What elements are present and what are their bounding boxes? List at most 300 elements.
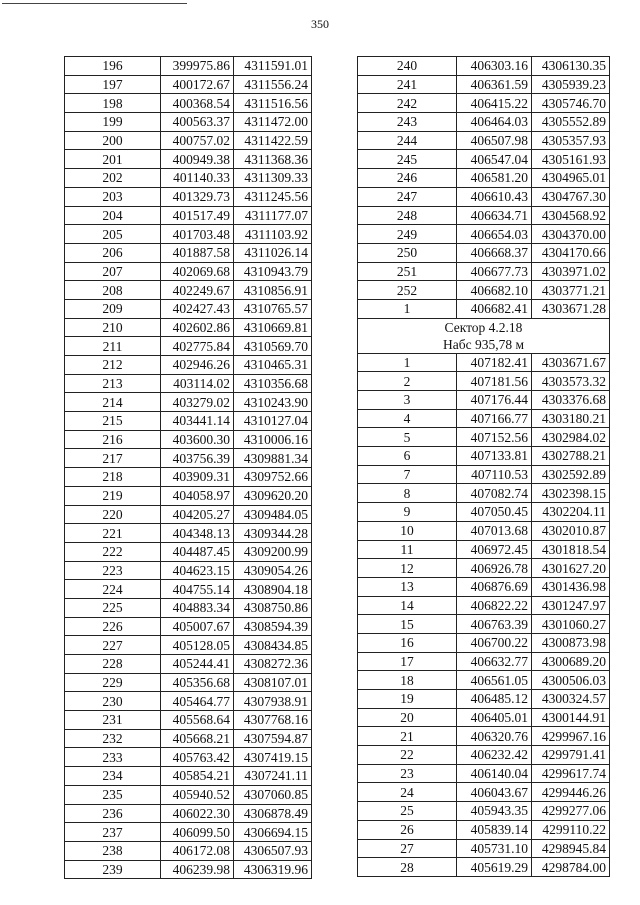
table-row [65, 262, 312, 281]
table-row [65, 767, 312, 786]
x-coordinate-cell: 406654.03 [457, 225, 532, 244]
table-row [65, 636, 312, 655]
x-coordinate-cell: 401140.33 [161, 169, 234, 188]
x-coordinate-cell: 402602.86 [161, 318, 234, 337]
x-coordinate-cell: 405244.41 [161, 655, 234, 674]
y-coordinate-cell: 4310356.68 [234, 374, 312, 393]
x-coordinate-cell: 407181.56 [457, 372, 532, 391]
y-coordinate-cell: 4305357.93 [532, 131, 610, 150]
table-row [358, 353, 610, 372]
point-number-cell: 215 [65, 412, 161, 431]
x-coordinate-cell: 406043.67 [457, 783, 532, 802]
x-coordinate-cell: 406682.10 [457, 281, 532, 300]
x-coordinate-cell: 406547.04 [457, 150, 532, 169]
y-coordinate-cell: 4300324.57 [532, 690, 610, 709]
table-row [358, 391, 610, 410]
table-row [358, 577, 610, 596]
point-number-cell: 15 [358, 615, 457, 634]
table-row [358, 94, 610, 113]
table-row [358, 746, 610, 765]
point-number-cell: 197 [65, 75, 161, 94]
table-row [65, 169, 312, 188]
x-coordinate-cell: 406668.37 [457, 243, 532, 262]
y-coordinate-cell: 4309054.26 [234, 561, 312, 580]
y-coordinate-cell: 4306130.35 [532, 57, 610, 76]
y-coordinate-cell: 4306694.15 [234, 823, 312, 842]
point-number-cell: 227 [65, 636, 161, 655]
table-row [65, 187, 312, 206]
table-row [358, 465, 610, 484]
table-row [358, 372, 610, 391]
table-row [65, 841, 312, 860]
y-coordinate-cell: 4300873.98 [532, 633, 610, 652]
table-row [65, 75, 312, 94]
point-number-cell: 207 [65, 262, 161, 281]
y-coordinate-cell: 4306319.96 [234, 860, 312, 879]
table-row [358, 727, 610, 746]
table-row [65, 486, 312, 505]
y-coordinate-cell: 4306878.49 [234, 804, 312, 823]
point-number-cell: 1 [358, 353, 457, 372]
y-coordinate-cell: 4305552.89 [532, 113, 610, 132]
x-coordinate-cell: 402775.84 [161, 337, 234, 356]
point-number-cell: 206 [65, 243, 161, 262]
point-number-cell: 200 [65, 131, 161, 150]
y-coordinate-cell: 4309752.66 [234, 468, 312, 487]
x-coordinate-cell: 406172.08 [161, 841, 234, 860]
point-number-cell: 20 [358, 708, 457, 727]
y-coordinate-cell: 4311309.33 [234, 169, 312, 188]
x-coordinate-cell: 407176.44 [457, 391, 532, 410]
x-coordinate-cell: 406232.42 [457, 746, 532, 765]
y-coordinate-cell: 4308107.01 [234, 673, 312, 692]
x-coordinate-cell: 406677.73 [457, 262, 532, 281]
x-coordinate-cell: 405839.14 [457, 820, 532, 839]
x-coordinate-cell: 403909.31 [161, 468, 234, 487]
point-number-cell: 210 [65, 318, 161, 337]
sector-header-row [358, 318, 610, 353]
x-coordinate-cell: 406561.05 [457, 671, 532, 690]
y-coordinate-cell: 4309200.99 [234, 542, 312, 561]
point-number-cell: 237 [65, 823, 161, 842]
table-row [358, 409, 610, 428]
table-row [65, 150, 312, 169]
y-coordinate-cell: 4301247.97 [532, 596, 610, 615]
table-row [358, 447, 610, 466]
table-row [65, 356, 312, 375]
table-row [358, 503, 610, 522]
x-coordinate-cell: 406140.04 [457, 764, 532, 783]
table-row [65, 598, 312, 617]
x-coordinate-cell: 405854.21 [161, 767, 234, 786]
point-number-cell: 196 [65, 57, 161, 76]
table-row [65, 281, 312, 300]
x-coordinate-cell: 407152.56 [457, 428, 532, 447]
x-coordinate-cell: 404058.97 [161, 486, 234, 505]
y-coordinate-cell: 4303671.67 [532, 353, 610, 372]
y-coordinate-cell: 4303180.21 [532, 409, 610, 428]
y-coordinate-cell: 4302984.02 [532, 428, 610, 447]
x-coordinate-cell: 406415.22 [457, 94, 532, 113]
x-coordinate-cell: 399975.86 [161, 57, 234, 76]
y-coordinate-cell: 4310569.70 [234, 337, 312, 356]
table-row [358, 187, 610, 206]
point-number-cell: 217 [65, 449, 161, 468]
y-coordinate-cell: 4301818.54 [532, 540, 610, 559]
point-number-cell: 246 [358, 169, 457, 188]
y-coordinate-cell: 4303671.28 [532, 299, 610, 318]
point-number-cell: 202 [65, 169, 161, 188]
y-coordinate-cell: 4308594.39 [234, 617, 312, 636]
point-number-cell: 247 [358, 187, 457, 206]
x-coordinate-cell: 402069.68 [161, 262, 234, 281]
point-number-cell: 219 [65, 486, 161, 505]
y-coordinate-cell: 4310465.31 [234, 356, 312, 375]
y-coordinate-cell: 4310243.90 [234, 393, 312, 412]
point-number-cell: 216 [65, 430, 161, 449]
x-coordinate-cell: 406822.22 [457, 596, 532, 615]
table-row [65, 318, 312, 337]
table-row [358, 281, 610, 300]
table-row [358, 150, 610, 169]
coordinates-table-right [357, 56, 610, 877]
point-number-cell: 242 [358, 94, 457, 113]
x-coordinate-cell: 406610.43 [457, 187, 532, 206]
point-number-cell: 198 [65, 94, 161, 113]
table-row [358, 559, 610, 578]
point-number-cell: 233 [65, 748, 161, 767]
sector-header-cell [358, 318, 610, 353]
point-number-cell: 2 [358, 372, 457, 391]
table-row [358, 206, 610, 225]
y-coordinate-cell: 4303376.68 [532, 391, 610, 410]
point-number-cell: 224 [65, 580, 161, 599]
y-coordinate-cell: 4300689.20 [532, 652, 610, 671]
y-coordinate-cell: 4311026.14 [234, 243, 312, 262]
point-number-cell: 235 [65, 785, 161, 804]
y-coordinate-cell: 4304767.30 [532, 187, 610, 206]
sector-title: Сектор 4.2.18 [444, 319, 523, 335]
y-coordinate-cell: 4310006.16 [234, 430, 312, 449]
point-number-cell: 10 [358, 521, 457, 540]
point-number-cell: 213 [65, 374, 161, 393]
table-row [65, 729, 312, 748]
x-coordinate-cell: 403600.30 [161, 430, 234, 449]
x-coordinate-cell: 405356.68 [161, 673, 234, 692]
x-coordinate-cell: 400949.38 [161, 150, 234, 169]
table-row [65, 113, 312, 132]
y-coordinate-cell: 4307768.16 [234, 711, 312, 730]
table-row [65, 748, 312, 767]
point-number-cell: 252 [358, 281, 457, 300]
x-coordinate-cell: 406022.30 [161, 804, 234, 823]
table-row [358, 484, 610, 503]
point-number-cell: 14 [358, 596, 457, 615]
y-coordinate-cell: 4304965.01 [532, 169, 610, 188]
table-row [65, 468, 312, 487]
x-coordinate-cell: 407133.81 [457, 447, 532, 466]
table-row [358, 596, 610, 615]
y-coordinate-cell: 4302788.21 [532, 447, 610, 466]
x-coordinate-cell: 400757.02 [161, 131, 234, 150]
point-number-cell: 27 [358, 839, 457, 858]
y-coordinate-cell: 4311177.07 [234, 206, 312, 225]
table-row [358, 802, 610, 821]
point-number-cell: 1 [358, 299, 457, 318]
x-coordinate-cell: 404623.15 [161, 561, 234, 580]
point-number-cell: 5 [358, 428, 457, 447]
table-row [65, 337, 312, 356]
x-coordinate-cell: 406485.12 [457, 690, 532, 709]
point-number-cell: 204 [65, 206, 161, 225]
point-number-cell: 9 [358, 503, 457, 522]
y-coordinate-cell: 4305161.93 [532, 150, 610, 169]
x-coordinate-cell: 404348.13 [161, 524, 234, 543]
table-row [65, 225, 312, 244]
point-number-cell: 16 [358, 633, 457, 652]
x-coordinate-cell: 405128.05 [161, 636, 234, 655]
x-coordinate-cell: 400563.37 [161, 113, 234, 132]
table-row [358, 243, 610, 262]
y-coordinate-cell: 4310856.91 [234, 281, 312, 300]
point-number-cell: 26 [358, 820, 457, 839]
x-coordinate-cell: 406303.16 [457, 57, 532, 76]
table-row [65, 711, 312, 730]
x-coordinate-cell: 407110.53 [457, 465, 532, 484]
x-coordinate-cell: 406682.41 [457, 299, 532, 318]
x-coordinate-cell: 406239.98 [161, 860, 234, 879]
table-row [358, 131, 610, 150]
point-number-cell: 238 [65, 841, 161, 860]
table-row [358, 615, 610, 634]
x-coordinate-cell: 402427.43 [161, 299, 234, 318]
y-coordinate-cell: 4298784.00 [532, 858, 610, 877]
x-coordinate-cell: 406320.76 [457, 727, 532, 746]
x-coordinate-cell: 406632.77 [457, 652, 532, 671]
table-row [65, 673, 312, 692]
point-number-cell: 218 [65, 468, 161, 487]
x-coordinate-cell: 405668.21 [161, 729, 234, 748]
table-row [358, 708, 610, 727]
table-row [358, 113, 610, 132]
x-coordinate-cell: 403114.02 [161, 374, 234, 393]
x-coordinate-cell: 407182.41 [457, 353, 532, 372]
table-row [358, 299, 610, 318]
point-number-cell: 21 [358, 727, 457, 746]
y-coordinate-cell: 4303971.02 [532, 262, 610, 281]
y-coordinate-cell: 4309620.20 [234, 486, 312, 505]
table-row [358, 262, 610, 281]
y-coordinate-cell: 4311556.24 [234, 75, 312, 94]
x-coordinate-cell: 403756.39 [161, 449, 234, 468]
point-number-cell: 209 [65, 299, 161, 318]
point-number-cell: 13 [358, 577, 457, 596]
point-number-cell: 214 [65, 393, 161, 412]
table-row [358, 671, 610, 690]
point-number-cell: 226 [65, 617, 161, 636]
table-row [65, 561, 312, 580]
x-coordinate-cell: 402249.67 [161, 281, 234, 300]
point-number-cell: 236 [65, 804, 161, 823]
y-coordinate-cell: 4302204.11 [532, 503, 610, 522]
table-row [65, 57, 312, 76]
x-coordinate-cell: 407013.68 [457, 521, 532, 540]
point-number-cell: 229 [65, 673, 161, 692]
point-number-cell: 17 [358, 652, 457, 671]
point-number-cell: 249 [358, 225, 457, 244]
point-number-cell: 208 [65, 281, 161, 300]
table-row [65, 299, 312, 318]
y-coordinate-cell: 4311245.56 [234, 187, 312, 206]
y-coordinate-cell: 4299110.22 [532, 820, 610, 839]
table-row [65, 94, 312, 113]
point-number-cell: 230 [65, 692, 161, 711]
table-row [358, 783, 610, 802]
table-row [65, 655, 312, 674]
y-coordinate-cell: 4308272.36 [234, 655, 312, 674]
table-row [65, 505, 312, 524]
y-coordinate-cell: 4307938.91 [234, 692, 312, 711]
point-number-cell: 223 [65, 561, 161, 580]
point-number-cell: 250 [358, 243, 457, 262]
point-number-cell: 199 [65, 113, 161, 132]
point-number-cell: 8 [358, 484, 457, 503]
page-number: 350 [311, 17, 329, 31]
y-coordinate-cell: 4308904.18 [234, 580, 312, 599]
point-number-cell: 205 [65, 225, 161, 244]
x-coordinate-cell: 406464.03 [457, 113, 532, 132]
y-coordinate-cell: 4307594.87 [234, 729, 312, 748]
y-coordinate-cell: 4307060.85 [234, 785, 312, 804]
y-coordinate-cell: 4303771.21 [532, 281, 610, 300]
point-number-cell: 243 [358, 113, 457, 132]
x-coordinate-cell: 406972.45 [457, 540, 532, 559]
y-coordinate-cell: 4298945.84 [532, 839, 610, 858]
x-coordinate-cell: 406581.20 [457, 169, 532, 188]
table-row [65, 617, 312, 636]
point-number-cell: 228 [65, 655, 161, 674]
point-number-cell: 24 [358, 783, 457, 802]
table-row [358, 858, 610, 877]
y-coordinate-cell: 4310669.81 [234, 318, 312, 337]
x-coordinate-cell: 404487.45 [161, 542, 234, 561]
table-row [358, 428, 610, 447]
point-number-cell: 12 [358, 559, 457, 578]
x-coordinate-cell: 406634.71 [457, 206, 532, 225]
table-row [358, 540, 610, 559]
y-coordinate-cell: 4302010.87 [532, 521, 610, 540]
table-row [65, 131, 312, 150]
x-coordinate-cell: 406405.01 [457, 708, 532, 727]
point-number-cell: 11 [358, 540, 457, 559]
point-number-cell: 4 [358, 409, 457, 428]
x-coordinate-cell: 405731.10 [457, 839, 532, 858]
point-number-cell: 201 [65, 150, 161, 169]
point-number-cell: 240 [358, 57, 457, 76]
point-number-cell: 222 [65, 542, 161, 561]
y-coordinate-cell: 4309484.05 [234, 505, 312, 524]
x-coordinate-cell: 406361.59 [457, 75, 532, 94]
y-coordinate-cell: 4307241.11 [234, 767, 312, 786]
x-coordinate-cell: 407050.45 [457, 503, 532, 522]
y-coordinate-cell: 4299967.16 [532, 727, 610, 746]
table-row [65, 542, 312, 561]
x-coordinate-cell: 407082.74 [457, 484, 532, 503]
y-coordinate-cell: 4304170.66 [532, 243, 610, 262]
x-coordinate-cell: 404883.34 [161, 598, 234, 617]
x-coordinate-cell: 401887.58 [161, 243, 234, 262]
y-coordinate-cell: 4303573.32 [532, 372, 610, 391]
x-coordinate-cell: 404755.14 [161, 580, 234, 599]
point-number-cell: 220 [65, 505, 161, 524]
x-coordinate-cell: 405619.29 [457, 858, 532, 877]
x-coordinate-cell: 406099.50 [161, 823, 234, 842]
y-coordinate-cell: 4299446.26 [532, 783, 610, 802]
x-coordinate-cell: 405568.64 [161, 711, 234, 730]
table-row [358, 225, 610, 244]
table-row [65, 430, 312, 449]
y-coordinate-cell: 4304568.92 [532, 206, 610, 225]
x-coordinate-cell: 403441.14 [161, 412, 234, 431]
x-coordinate-cell: 401703.48 [161, 225, 234, 244]
y-coordinate-cell: 4302398.15 [532, 484, 610, 503]
y-coordinate-cell: 4311472.00 [234, 113, 312, 132]
y-coordinate-cell: 4299791.41 [532, 746, 610, 765]
table-row [358, 764, 610, 783]
y-coordinate-cell: 4305939.23 [532, 75, 610, 94]
y-coordinate-cell: 4311516.56 [234, 94, 312, 113]
x-coordinate-cell: 407166.77 [457, 409, 532, 428]
y-coordinate-cell: 4301060.27 [532, 615, 610, 634]
y-coordinate-cell: 4309344.28 [234, 524, 312, 543]
y-coordinate-cell: 4299277.06 [532, 802, 610, 821]
point-number-cell: 244 [358, 131, 457, 150]
table-row [65, 804, 312, 823]
point-number-cell: 248 [358, 206, 457, 225]
table-row [358, 652, 610, 671]
y-coordinate-cell: 4311368.36 [234, 150, 312, 169]
y-coordinate-cell: 4309881.34 [234, 449, 312, 468]
y-coordinate-cell: 4308750.86 [234, 598, 312, 617]
x-coordinate-cell: 405464.77 [161, 692, 234, 711]
point-number-cell: 28 [358, 858, 457, 877]
y-coordinate-cell: 4305746.70 [532, 94, 610, 113]
x-coordinate-cell: 406876.69 [457, 577, 532, 596]
y-coordinate-cell: 4301436.98 [532, 577, 610, 596]
point-number-cell: 241 [358, 75, 457, 94]
table-row [358, 75, 610, 94]
y-coordinate-cell: 4306507.93 [234, 841, 312, 860]
y-coordinate-cell: 4299617.74 [532, 764, 610, 783]
y-coordinate-cell: 4311591.01 [234, 57, 312, 76]
x-coordinate-cell: 403279.02 [161, 393, 234, 412]
point-number-cell: 245 [358, 150, 457, 169]
x-coordinate-cell: 400368.54 [161, 94, 234, 113]
point-number-cell: 7 [358, 465, 457, 484]
point-number-cell: 221 [65, 524, 161, 543]
x-coordinate-cell: 404205.27 [161, 505, 234, 524]
x-coordinate-cell: 401329.73 [161, 187, 234, 206]
point-number-cell: 231 [65, 711, 161, 730]
point-number-cell: 19 [358, 690, 457, 709]
table-row [358, 633, 610, 652]
table-row [65, 823, 312, 842]
table-row [358, 169, 610, 188]
point-number-cell: 18 [358, 671, 457, 690]
y-coordinate-cell: 4304370.00 [532, 225, 610, 244]
header-rule [2, 3, 187, 4]
y-coordinate-cell: 4308434.85 [234, 636, 312, 655]
